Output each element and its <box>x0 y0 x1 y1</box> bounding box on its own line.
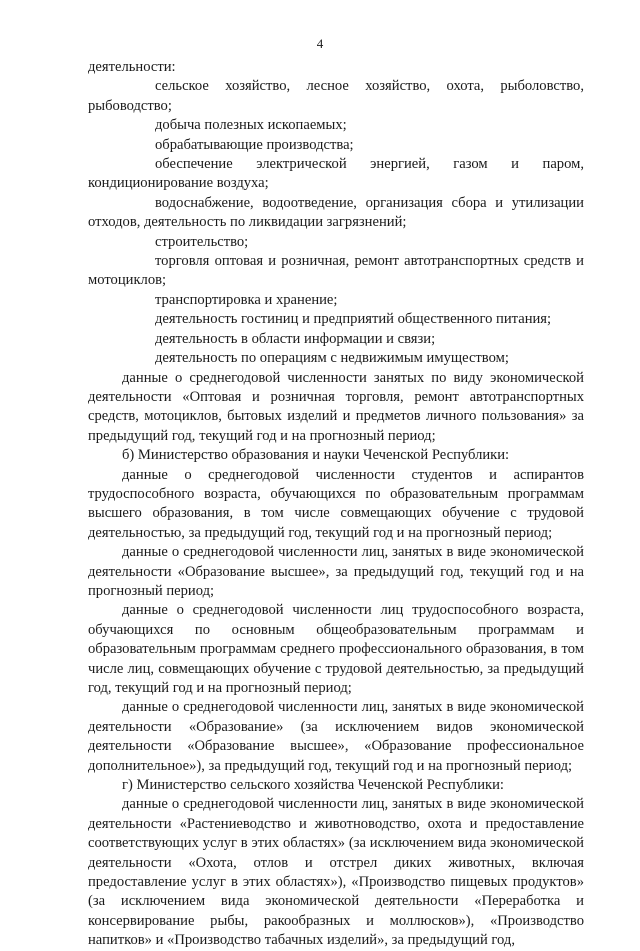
paragraph: данные о среднегодовой численности лиц, занятых в виде экономической деятельности «Образование» (за исключением видов экономической деятельности «Образование высшее», «Образование профессиональное дополнительное»), за предыдущий год, текущий год и на прогнозный период; <box>88 699 584 774</box>
paragraph: обрабатывающие производства; <box>155 136 354 153</box>
paragraph: данные о среднегодовой численности лиц, занятых в виде экономической деятельности «Образование высшее», за предыдущий год, текущий год и на прогнозный период; <box>88 544 584 599</box>
page-number: 4 <box>316 36 324 51</box>
paragraph: транспортировка и хранение; <box>155 291 338 308</box>
paragraph: водоснабжение, водоотведение, организация сбора и утилизации отходов, деятельность по ликвидации загрязнений; <box>88 194 584 231</box>
paragraph: деятельности: <box>88 59 176 75</box>
paragraph: данные о среднегодовой численности студентов и аспирантов трудоспособного возраста, обучающихся по образовательным программам высшего образования, в том числе совмещающих обучение с трудовой деятельностью, за предыдущий год, текущий год и на прогнозный период; <box>88 466 584 541</box>
paragraph: деятельность по операциям с недвижимым имуществом; <box>155 350 509 367</box>
paragraph: деятельность гостиниц и предприятий общественного питания; <box>155 311 552 328</box>
paragraph: добыча полезных ископаемых; <box>155 117 347 134</box>
document-body <box>88 58 584 951</box>
paragraph: обеспечение электрической энергией, газом и паром, кондиционирование воздуха; <box>88 156 584 192</box>
paragraph: строительство; <box>155 233 249 250</box>
paragraph: г) Министерство сельского хозяйства Чеченской Республики: <box>122 777 504 794</box>
paragraph: данные о среднегодовой численности лиц трудоспособного возраста, обучающихся по основным общеобразовательным программам и образовательным программам среднего профессионального образования, в том числе лиц, совмещающих обучение с трудовой деятельностью, за предыдущий год, текущий год и на прогнозный период; <box>88 602 584 696</box>
paragraph: данные о среднегодовой численности лиц, занятых в виде экономической деятельности «Растениеводство и животноводство, охота и предоставление соответствующих услуг в этих областях» (за исключением вида экономической деятельности «Охота, отлов и отстрел диких животных, включая предоставление услуг в этих областях»), «Производство пищевых продуктов» (за исключением вида экономической деятельности «Переработка и консервирование рыбы, ракообразных и моллюсков»), «Производство напитков» и «Производство табачных изделий», за предыдущий год, <box>88 796 584 949</box>
paragraph: торговля оптовая и розничная, ремонт автотранспортных средств и мотоциклов; <box>88 253 584 289</box>
paragraph: сельское хозяйство, лесное хозяйство, охота, рыболовство, рыбоводство; <box>88 78 584 114</box>
paragraph: данные о среднегодовой численности занятых по виду экономической деятельности «Оптовая и розничная торговля, ремонт автотранспортных средств, мотоциклов, бытовых изделий и предметов личного пользования» за предыдущий год, текущий год и на прогнозный период; <box>88 369 584 444</box>
paragraph: б) Министерство образования и науки Чеченской Республики: <box>122 447 510 464</box>
paragraph: деятельность в области информации и связи; <box>155 330 436 347</box>
